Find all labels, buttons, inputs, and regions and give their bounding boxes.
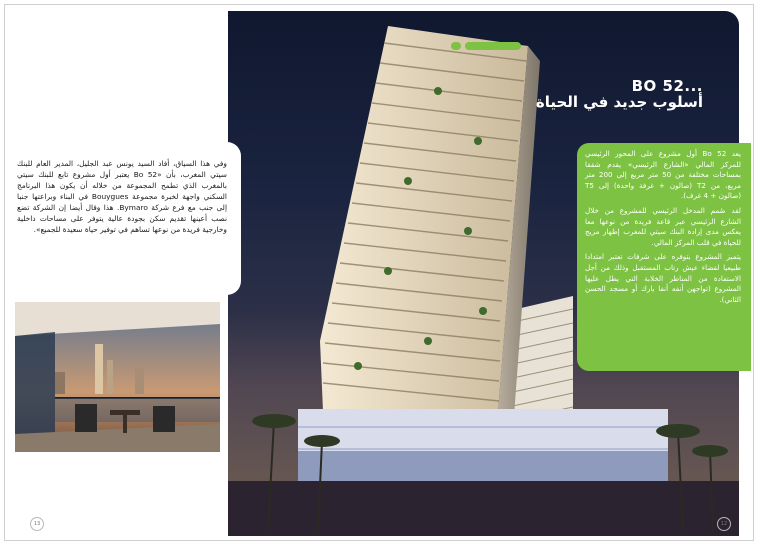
magazine-spread <box>4 4 754 541</box>
title-accent-dot <box>451 42 461 50</box>
description-paragraph-2: لقد صُمم المدخل الرئيسي للمشروع من خلال الشارع الرئيسي عبر قاعة فريدة من نوعها معا يعكس مدى إرادة البنك سيتي للمغرب إظهار مزيج للحياة في قلب المركز المالي. <box>585 205 741 247</box>
title-accent-bar <box>465 42 521 50</box>
description-paragraph-3: يتميز المشروع بتوفره على شرفات تعتبر امتدادا طبيعيا لفضاء عيش رتاب المستقبل وذلك من أجل الاستفادة من المناظر الخلابة التي يطل عليها المشروع (تواجهن أنفه أنفا بارك أو مسجد الحسن الثاني). <box>585 252 741 304</box>
title-project-name: BO 52... <box>631 77 703 95</box>
page-number-left: 13 <box>30 517 44 531</box>
title-tagline: أسلوب جديد في الحياة <box>535 93 703 111</box>
balcony-illustration <box>15 302 220 452</box>
description-paragraph-1: يعد Bo 52 أول مشروع على المحور الرئيسي للمركز المالي «الشارع الرئيسي» يقدم شققا بمساحات مختلفة من 50 متر مربع إلى 200 متر مربع، من T2 (صالون + غرفة واحدة) إلى T5 (صالون + 4 غرف). <box>585 149 742 201</box>
description-box <box>577 143 751 371</box>
quote-paragraph: وفي هذا السياق، أفاد السيد يونس عبد الجليل، المدير العام للبنك سيتي المغرب، بأن «Bo 52 يعتبر أول مشروع تابع للبنك سيتي بالمغرب الذي تطمح المجموعة من خلاله أن يكون هذا البرنامج السكني واجهة لخبرة مجموعة Bouygues في البناء وبراعتها جنبا إلى جنب مع فرع شركة Bymaro. هذا وقال أيضا إن الشركة تضع نصب أعينها تقديم سكن بجودة عالية يتوفر على مساحات داخلية وخارجية فريدة من نوعها تساهم في توفير حياة سعيدة للجميع». <box>17 159 227 234</box>
balcony-photo <box>15 302 220 452</box>
quote-box <box>5 142 241 295</box>
page-number-right: 12 <box>717 517 731 531</box>
